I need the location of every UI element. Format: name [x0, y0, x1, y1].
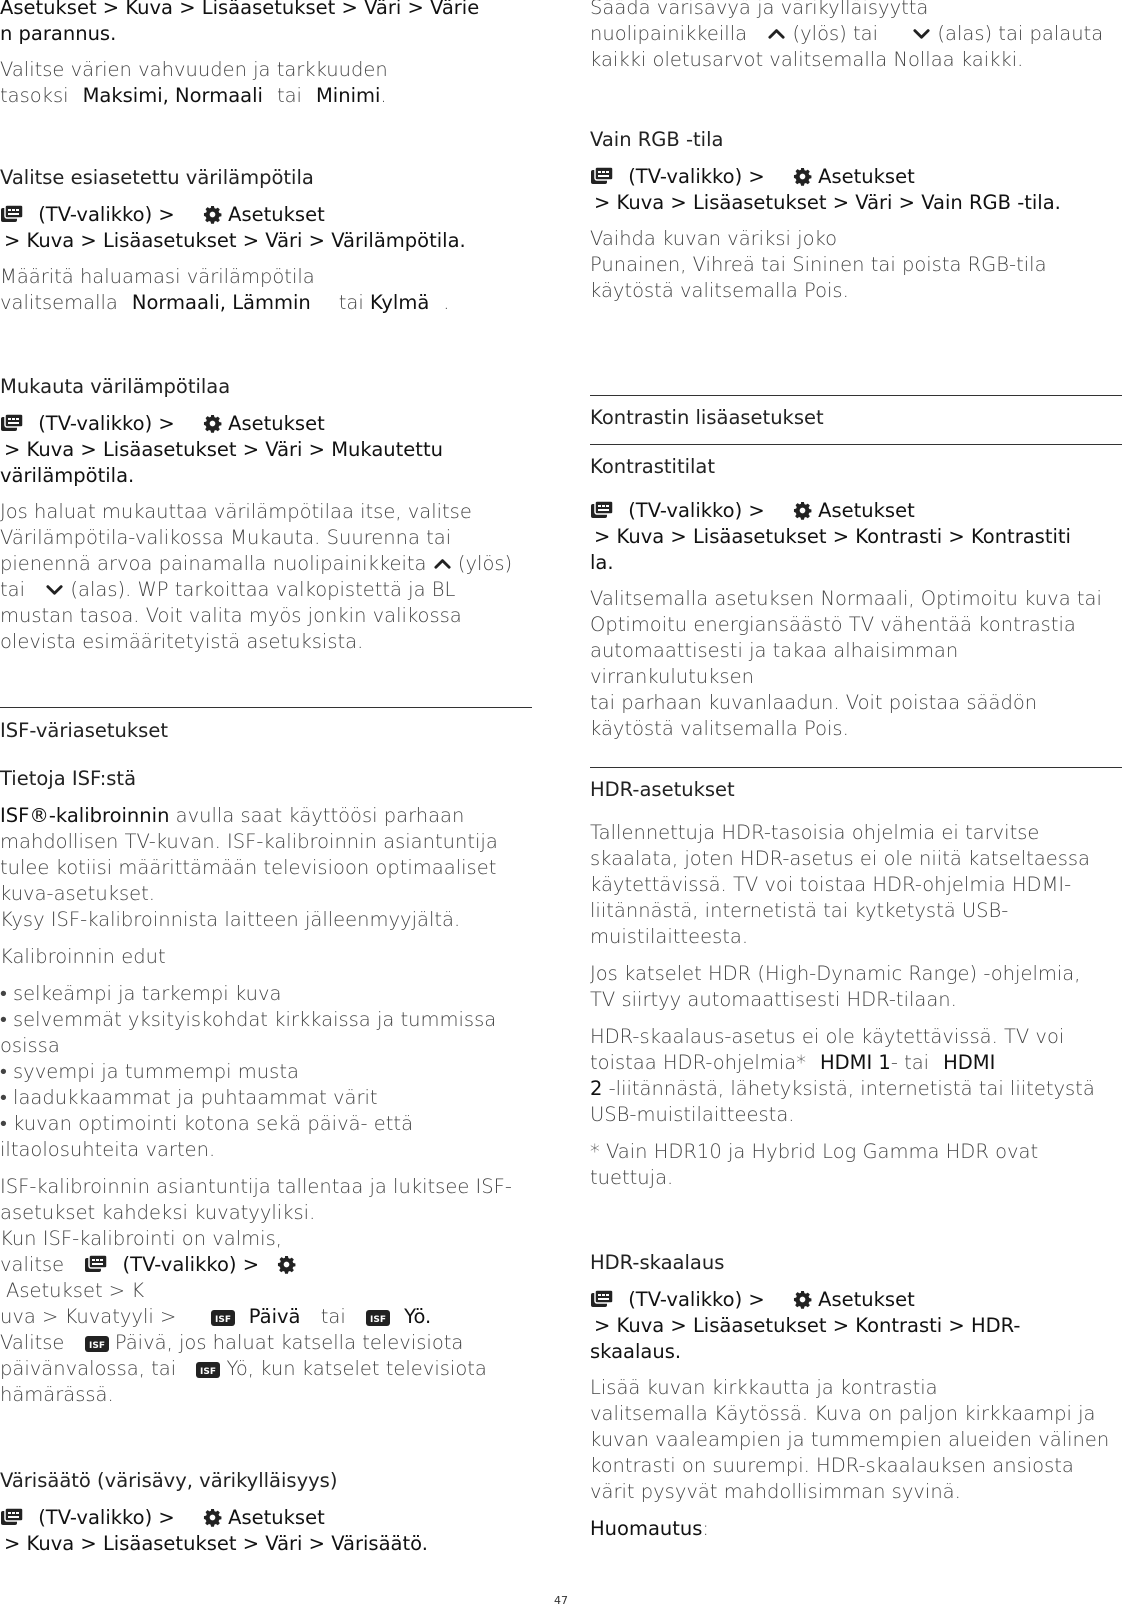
menu-path: skaalaus.	[590, 1340, 682, 1363]
body-text: Kysy ISF-kalibroinnista laitteen jälleenmyyjältä.	[0, 908, 461, 931]
footnote: * Vain HDR10 ja Hybrid Log Gamma HDR ovat	[590, 1140, 1039, 1163]
gear-icon	[203, 1508, 222, 1527]
note-label: Huomautus:	[590, 1517, 709, 1540]
body-text: skaalata, joten HDR-asetus ei ole niitä katseltaessa	[590, 847, 1090, 870]
gear-icon	[793, 1290, 812, 1309]
menu-path: värilämpötila.	[0, 464, 135, 487]
body-text: Värilämpötila-valikossa Mukauta. Suurenna tai	[0, 526, 452, 549]
menu-path: > Kuva > Lisäasetukset > Väri > Värilämpötila.	[4, 229, 466, 252]
list-item: • syvempi ja tummempi musta	[0, 1060, 299, 1083]
section-divider	[590, 444, 1122, 445]
body-text: Kun ISF-kalibrointi on valmis,	[0, 1227, 282, 1250]
body-text: Optimoitu energiansäästö TV vähentää kontrastia	[590, 613, 1076, 636]
isf-badge-icon	[366, 1310, 390, 1326]
body-text: Valitse Päivä, jos haluat katsella televisiota	[0, 1331, 464, 1354]
body-text: tai (alas). WP tarkoittaa valkopistettä ja BL	[0, 578, 456, 601]
tv-menu-icon	[590, 500, 614, 520]
custom-temperature-block	[0, 374, 532, 655]
contrast-modes-block	[590, 454, 1122, 742]
body-text: Säädä värisävyä ja värikylläisyyttä	[590, 0, 929, 19]
body-text: Valitse värien vahvuuden ja tarkkuuden	[0, 58, 388, 81]
body-text: käytöstä valitsemalla Pois.	[590, 717, 849, 740]
footnote: tuettuja.	[590, 1166, 674, 1189]
menu-path: (TV-valikko) > Asetukset	[590, 1287, 1122, 1313]
benefits-list	[0, 981, 532, 1163]
body-text: muistilaitteesta.	[590, 925, 749, 948]
section-heading: Valitse esiasetettu värilämpötila	[0, 166, 314, 189]
section-heading: Kontrastin lisäasetukset	[590, 406, 824, 429]
tv-menu-icon	[0, 413, 24, 433]
subsection-heading: Kalibroinnin edut	[0, 945, 166, 968]
section-divider	[590, 767, 1122, 768]
body-text: valitse (TV-valikko) >	[0, 1252, 532, 1278]
gear-icon	[203, 414, 222, 433]
body-text: kuvan vaaleampien ja tummempien alueiden välinen	[590, 1428, 1110, 1451]
contrast-section-heading	[590, 405, 1122, 431]
section-divider	[0, 707, 532, 708]
menu-path: Asetukset > K	[6, 1279, 145, 1302]
preset-temperature-block	[0, 165, 532, 316]
section-heading: Vain RGB -tila	[590, 128, 724, 151]
menu-path: > Kuva > Lisäasetukset > Kontrasti > HDR-	[594, 1314, 1021, 1337]
menu-path: > Kuva > Lisäasetukset > Väri > Värisäätö.	[4, 1532, 428, 1555]
isf-badge-icon	[196, 1362, 220, 1378]
menu-path: uva > Kuvatyyli > Päivä tai Yö.	[0, 1305, 432, 1328]
body-text: ISF®-kalibroinnin avulla saat käyttöösi parhaan	[0, 804, 465, 827]
body-text: automaattisesti ja takaa alhaisimman virrankulutuksen	[590, 639, 959, 688]
list-item: iltaolosuhteita varten.	[0, 1138, 216, 1161]
gear-icon	[277, 1255, 296, 1274]
list-item: osissa	[0, 1034, 60, 1057]
list-item: • selvemmät yksityiskohdat kirkkaissa ja tummissa	[0, 1008, 497, 1031]
body-text: asetukset kahdeksi kuvatyyliksi.	[0, 1201, 316, 1224]
section-heading: HDR-asetukset	[590, 778, 735, 801]
body-text: Tallennettuja HDR-tasoisia ohjelmia ei tarvitse	[590, 821, 1040, 844]
color-enhancement-block	[0, 0, 532, 109]
tv-menu-icon	[590, 166, 614, 186]
tv-menu-icon	[0, 1507, 24, 1527]
body-text: Punainen, Vihreä tai Sininen tai poista RGB-tila	[590, 253, 1047, 276]
section-heading: ISF-väriasetukset	[0, 719, 168, 742]
chevron-down-icon	[45, 580, 64, 599]
subsection-heading: HDR-skaalaus	[590, 1251, 725, 1274]
section-divider	[590, 395, 1122, 396]
body-text: liitännästä, internetistä tai kytketystä USB-	[590, 899, 1009, 922]
body-text: TV siirtyy automaattisesti HDR-tilaan.	[590, 988, 957, 1011]
body-text: hämärässä.	[0, 1383, 114, 1406]
hdr-scaling-block	[590, 1250, 1122, 1542]
page-number: 47	[554, 1594, 568, 1607]
tv-menu-icon	[0, 204, 24, 224]
isf-badge-icon	[211, 1310, 235, 1326]
body-text: Jos haluat mukauttaa värilämpötilaa itse, valitse	[0, 500, 472, 523]
body-text: Jos katselet HDR (High-Dynamic Range) -ohjelmia,	[590, 962, 1081, 985]
list-item: • kuvan optimointi kotona sekä päivä- että	[0, 1112, 414, 1135]
menu-path: la.	[590, 551, 614, 574]
body-text: kaikki oletusarvot valitsemalla Nollaa kaikki.	[590, 48, 1024, 71]
body-text: värit pysyvät mahdollisimman syvinä.	[590, 1480, 961, 1503]
body-text: kuva-asetukset.	[0, 882, 155, 905]
body-text: Vaihda kuvan väriksi joko	[590, 227, 838, 250]
body-text: tai parhaan kuvanlaadun. Voit poistaa säädön	[590, 691, 1038, 714]
list-item: • selkeämpi ja tarkempi kuva	[0, 982, 282, 1005]
body-text: tasoksi Maksimi, Normaali tai Minimi.	[0, 84, 387, 107]
body-text: ISF-kalibroinnin asiantuntija tallentaa ja lukitsee ISF-	[0, 1175, 512, 1198]
chevron-up-icon	[433, 554, 452, 573]
body-text: HDR-skaalaus-asetus ei ole käytettävissä. TV voi	[590, 1025, 1065, 1048]
body-text: 2 -liitännästä, lähetyksistä, internetistä tai liitetystä	[590, 1077, 1095, 1100]
menu-path: (TV-valikko) > Asetukset	[0, 1505, 532, 1531]
body-text: mahdollisen TV-kuvan. ISF-kalibroinnin asiantuntija	[0, 830, 498, 853]
section-heading: Värisäätö (värisävy, värikylläisyys)	[0, 1469, 338, 1492]
body-text: käytettävissä. TV voi toistaa HDR-ohjelmia HDMI-	[590, 873, 1072, 896]
body-text: valitsemalla Normaali, Lämmin tai Kylmä .	[0, 291, 450, 314]
subsection-heading: Kontrastitilat	[590, 455, 716, 478]
body-text: valitsemalla Käytössä. Kuva on paljon kirkkaampi ja	[590, 1402, 1096, 1425]
body-text: nuolipainikkeilla (ylös) tai (alas) tai palauta	[590, 22, 1104, 45]
chevron-up-icon	[767, 24, 786, 43]
menu-path: (TV-valikko) > Asetukset	[590, 164, 1122, 190]
path-line: Asetukset > Kuva > Lisäasetukset > Väri > Värie	[0, 0, 480, 19]
body-text: tulee kotiisi määrittämään televisioon optimaaliset	[0, 856, 497, 879]
body-text: Valitsemalla asetuksen Normaali, Optimoitu kuva tai	[590, 587, 1102, 610]
body-text: kontrasti on suurempi. HDR-skaalauksen ansiosta	[590, 1454, 1074, 1477]
isf-block	[0, 718, 532, 1408]
body-text: olevista esimääritetyistä asetuksista.	[0, 630, 364, 653]
menu-path: > Kuva > Lisäasetukset > Väri > Mukautettu	[4, 438, 443, 461]
gear-icon	[793, 501, 812, 520]
path-line: n parannus.	[0, 22, 117, 45]
isf-badge-icon	[85, 1336, 109, 1352]
gear-icon	[793, 167, 812, 186]
chevron-down-icon	[912, 24, 931, 43]
list-item: • laadukkaammat ja puhtaammat värit	[0, 1086, 378, 1109]
menu-path: (TV-valikko) > Asetukset	[0, 202, 532, 228]
subsection-heading: Tietoja ISF:stä	[0, 767, 137, 790]
rgb-only-block	[590, 127, 1122, 304]
body-text: mustan tasoa. Voit valita myös jonkin valikossa	[0, 604, 462, 627]
color-adjust-block	[0, 1468, 532, 1557]
hdr-settings-block	[590, 777, 1122, 1191]
body-text: pienennä arvoa painamalla nuolipainikkeita (ylös)	[0, 552, 513, 575]
body-text: käytöstä valitsemalla Pois.	[590, 279, 849, 302]
hue-saturation-continued	[590, 0, 1122, 73]
tv-menu-icon	[84, 1254, 108, 1274]
body-text: USB-muistilaitteesta.	[590, 1103, 795, 1126]
menu-path: (TV-valikko) > Asetukset	[590, 498, 1122, 524]
section-heading: Mukauta värilämpötilaa	[0, 375, 231, 398]
menu-path: (TV-valikko) > Asetukset	[0, 411, 532, 437]
body-text: toistaa HDR-ohjelmia* HDMI 1- tai HDMI	[590, 1051, 996, 1074]
menu-path: > Kuva > Lisäasetukset > Väri > Vain RGB -tila.	[594, 191, 1061, 214]
body-text: Lisää kuvan kirkkautta ja kontrastia	[590, 1376, 938, 1399]
body-text: Määritä haluamasi värilämpötila	[0, 265, 315, 288]
body-text: päivänvalossa, tai Yö, kun katselet televisiota	[0, 1357, 487, 1380]
gear-icon	[203, 205, 222, 224]
tv-menu-icon	[590, 1289, 614, 1309]
menu-path: > Kuva > Lisäasetukset > Kontrasti > Kontrastiti	[594, 525, 1071, 548]
